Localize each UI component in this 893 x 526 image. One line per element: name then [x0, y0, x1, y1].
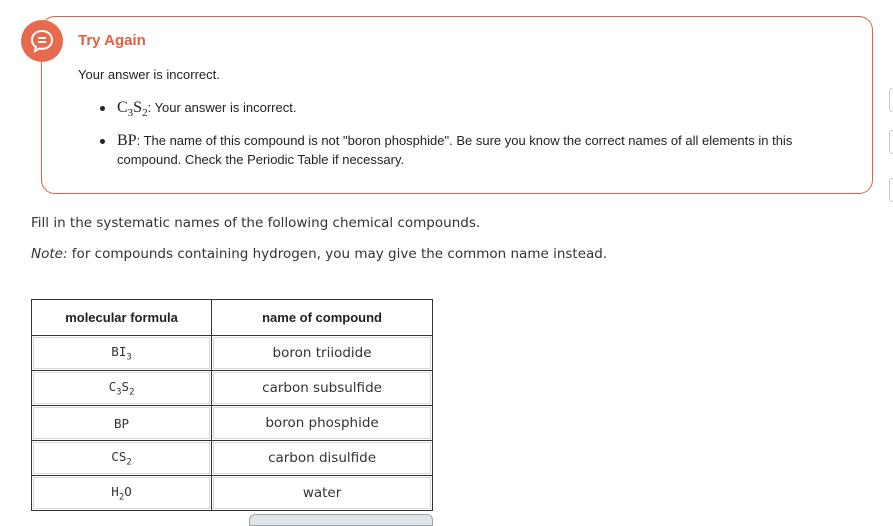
feedback-item-c3s2 — [100, 98, 860, 123]
name-cell — [212, 441, 433, 476]
message-bubble-icon — [21, 20, 63, 62]
horizontal-scrollbar[interactable] — [249, 514, 433, 526]
compound-name-input[interactable] — [213, 477, 431, 509]
table-row — [32, 371, 433, 406]
table-row — [32, 441, 433, 476]
molecular-formula: $C_3S_2$ — [108, 378, 135, 398]
compound-name-input[interactable] — [213, 442, 431, 474]
feedback-list — [100, 98, 860, 177]
side-tab[interactable] — [889, 88, 893, 112]
compound-name-input[interactable] — [213, 407, 431, 439]
formula-cell — [32, 476, 212, 511]
table-row — [32, 406, 433, 441]
molecular-formula: BP — [114, 415, 130, 431]
side-tab[interactable] — [889, 178, 893, 202]
compound-name: water — [302, 485, 342, 501]
formula-cell — [32, 371, 212, 406]
note-text — [31, 246, 607, 262]
compound-name: boron triiodide — [272, 345, 372, 361]
name-cell — [212, 406, 433, 441]
table-row — [32, 476, 433, 511]
formula-cell — [32, 441, 212, 476]
formula-display — [33, 337, 210, 369]
formula-cell — [32, 336, 212, 371]
formula-cell — [32, 406, 212, 441]
table-header-row — [32, 300, 433, 336]
feedback-subtitle: Your answer is incorrect. — [78, 67, 220, 82]
formula-display — [33, 477, 210, 509]
feedback-formula: $C_3S_2$ — [117, 99, 148, 120]
feedback-title: Try Again — [78, 32, 146, 49]
feedback-message: : Your answer is incorrect. — [147, 100, 297, 115]
compound-name-input[interactable] — [213, 337, 431, 369]
header-name-of-compound: name of compound — [212, 300, 433, 336]
side-tab[interactable] — [889, 130, 893, 154]
compounds-table — [31, 299, 433, 511]
formula-display — [33, 442, 210, 474]
table-row — [32, 336, 433, 371]
header-molecular-formula: molecular formula — [32, 300, 212, 336]
name-cell — [212, 476, 433, 511]
compound-name-input[interactable] — [213, 372, 431, 404]
formula-display — [33, 407, 210, 439]
name-cell — [212, 371, 433, 406]
note-body: for compounds containing hydrogen, you may give the common name instead. — [67, 246, 608, 262]
feedback-item-bp — [100, 131, 860, 169]
feedback-formula: BP — [117, 132, 137, 150]
instructions-text: Fill in the systematic names of the following chemical compounds. — [31, 215, 481, 231]
molecular-formula: $H_2O$ — [111, 483, 132, 503]
compound-name: carbon disulfide — [268, 450, 377, 466]
molecular-formula: $CS_2$ — [111, 448, 132, 468]
compound-name: carbon subsulfide — [262, 380, 382, 396]
name-cell — [212, 336, 433, 371]
feedback-message: : The name of this compound is not "boron phosphide". Be sure you know the correct names of all elements in this compound. Check the Periodic Table if necessary. — [117, 133, 793, 168]
note-label: Note: — [31, 246, 68, 262]
molecular-formula: $BI_3$ — [111, 343, 132, 363]
compound-name: boron phosphide — [265, 415, 379, 431]
formula-display — [33, 372, 210, 404]
